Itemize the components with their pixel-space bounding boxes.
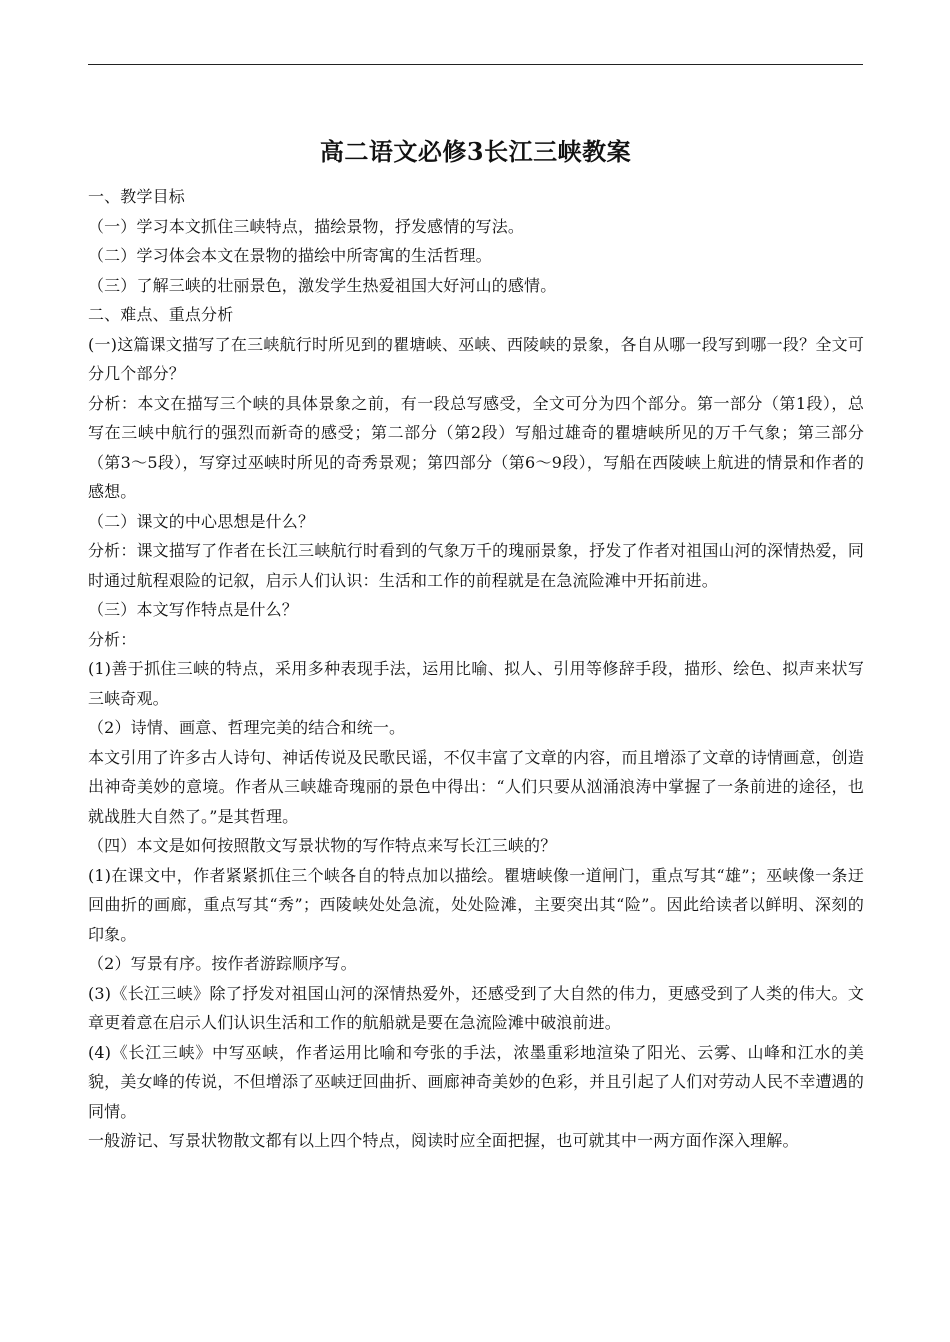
question-paragraph: （三）本文写作特点是什么？ <box>88 600 298 619</box>
goal-item: （一）学习本文抓住三峡特点，描绘景物，抒发感情的写法。 <box>88 216 525 236</box>
analysis-point: （2）诗情、画意、哲理完美的结合和统一。 <box>88 718 406 737</box>
analysis-paragraph: 分析：课文描写了作者在长江三峡航行时看到的气象万千的瑰丽景象，抒发了作者对祖国山河的深情热爱，同时通过航程艰险的记叙，启示人们认识：生活和工作的前程就是在急流险滩中开拓前进。 <box>88 541 864 590</box>
goal-item: （二）学习体会本文在景物的描绘中所寄寓的生活哲理。 <box>88 246 492 265</box>
analysis-point: （2）写景有序。按作者游踪顺序写。 <box>88 954 357 973</box>
analysis-label: 分析： <box>88 629 137 649</box>
document-body <box>88 182 864 1156</box>
analysis-point: (4)《长江三峡》中写巫峡，作者运用比喻和夸张的手法，浓墨重彩地渲染了阳光、云雾、山峰和江水的美貌，美女峰的传说，不但增添了巫峡迂回曲折、画廊神奇美妙的色彩，并且引起了人们对劳动人民不幸遭遇的同情。 <box>88 1042 864 1121</box>
section-heading-teaching-goals: 一、教学目标 <box>88 187 185 206</box>
goal-item: （三）了解三峡的壮丽景色，激发学生热爱祖国大好河山的感情。 <box>88 275 557 295</box>
analysis-point: (3)《长江三峡》除了抒发对祖国山河的深情热爱外，还感受到了大自然的伟力，更感受到了人类的伟大。文章更着意在启示人们认识生活和工作的航船就是要在急流险滩中破浪前进。 <box>88 983 864 1032</box>
body-paragraph: 本文引用了许多古人诗句、神话传说及民歌民谣，不仅丰富了文章的内容，而且增添了文章的诗情画意，创造出神奇美妙的意境。作者从三峡雄奇瑰丽的景色中得出：“人们只要从汹涌浪涛中掌握了一条前进的途径，也就战胜大自然了。”是其哲理。 <box>88 747 864 826</box>
section-heading-key-points: 二、难点、重点分析 <box>88 305 234 324</box>
analysis-point: (1)善于抓住三峡的特点，采用多种表现手法，运用比喻、拟人、引用等修辞手段，描形、绘色、拟声来状写三峡奇观。 <box>88 659 864 708</box>
question-paragraph: （四）本文是如何按照散文写景状物的写作特点来写长江三峡的？ <box>88 836 557 855</box>
body-paragraph: 一般游记、写景状物散文都有以上四个特点，阅读时应全面把握，也可就其中一两方面作深入理解。 <box>88 1131 799 1150</box>
analysis-paragraph: 分析：本文在描写三个峡的具体景象之前，有一段总写感受，全文可分为四个部分。第一部分（第1段），总写在三峡中航行的强烈而新奇的感受；第二部分（第2段）写船过雄奇的瞿塘峡所见的万千气象；第三部分（第3～5段），写穿过巫峡时所见的奇秀景观；第四部分（第6～9段），写船在西陵峡上航进的情景和作者的感想。 <box>88 393 864 501</box>
question-paragraph: (一)这篇课文描写了在三峡航行时所见到的瞿塘峡、巫峡、西陵峡的景象，各自从哪一段写到哪一段？全文可分几个部分？ <box>88 334 864 383</box>
document-title: 高二语文必修3长江三峡教案 <box>319 137 632 166</box>
question-paragraph: （二）课文的中心思想是什么？ <box>88 511 315 531</box>
header-rule <box>88 64 863 65</box>
analysis-point: (1)在课文中，作者紧紧抓住三个峡各自的特点加以描绘。瞿塘峡像一道闸门，重点写其“雄”；巫峡像一条迂回曲折的画廊，重点写其“秀”；西陵峡处处急流，处处险滩，主要突出其“险”。因此给读者以鲜明、深刻的印象。 <box>88 865 864 944</box>
